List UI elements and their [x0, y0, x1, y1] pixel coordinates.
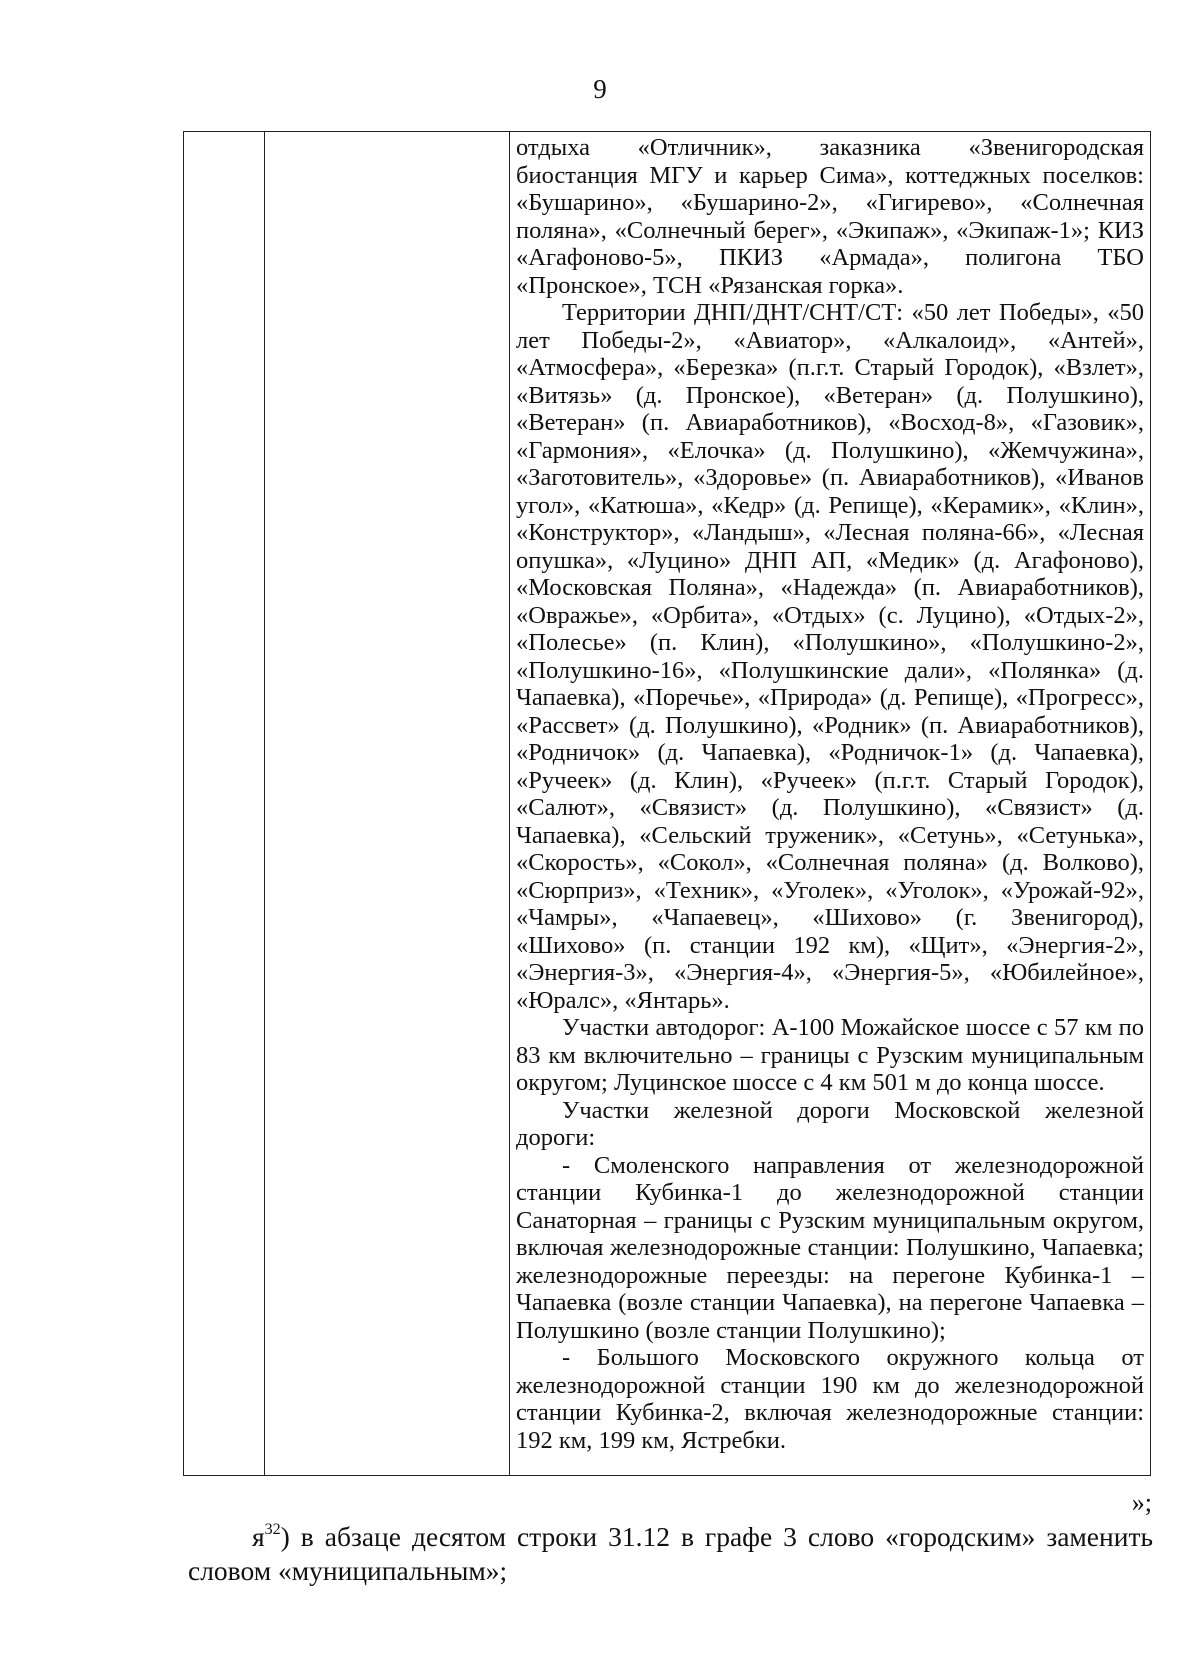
amendment-paragraph — [188, 1520, 1153, 1588]
paragraph-road-sections: Участки автодорог: А-100 Можайское шоссе с 57 км по 83 км включительно – границы с Рузским муниципальным округом; Луцинское шоссе с 4 км 501 м до конца шоссе. — [516, 1014, 1144, 1096]
page-number: 9 — [593, 74, 607, 104]
paragraph-recreation-objects: отдыха «Отличник», заказника «Звенигородская биостанция МГУ и карьер Сима», коттеджных поселков: «Бушарино», «Бушарино-2», «Гигирево», «Солнечная поляна», «Солнечный берег», «Экипаж», «Экипаж-1»; КИЗ «Агафоново-5», ПКИЗ «Армада», полигона ТБО «Пронское», ТСН «Рязанская горка». — [516, 134, 1144, 299]
cell-text — [510, 132, 1150, 1454]
paragraph-railway-heading: Участки железной дороги Московской железной дороги: — [516, 1096, 1144, 1151]
table-cell-column-1 — [184, 132, 265, 1476]
paragraph-smolensk-direction: - Смоленского направления от железнодорожной станции Кубинка-1 до железнодорожной станции Санаторная – границы с Рузским муниципальным округом, включая железнодорожные станции: Полушкино, Чапаевка; железнодорожные переезды: на перегоне Кубинка-1 – Чапаевка (возле станции Чапаевка), на перегоне Чапаевка – Полушкино (возле станции Полушкино); — [516, 1151, 1144, 1344]
closing-quote: »; — [1131, 1488, 1152, 1517]
continuation-table — [183, 131, 1151, 1476]
table-cell-column-2 — [265, 132, 510, 1476]
amendment-superscript: 32 — [264, 1520, 281, 1538]
amendment-letter: я — [252, 1521, 265, 1552]
paragraph-dacha-territories: Территории ДНП/ДНТ/СНТ/СТ: «50 лет Победы», «50 лет Победы-2», «Авиатор», «Алкалоид», «Антей», «Атмосфера», «Березка» (п.г.т. Старый Городок), «Взлет», «Витязь» (д. Пронское), «Ветеран» (д. Полушкино), «Ветеран» (п. Авиаработников), «Восход-8», «Газовик», «Гармония», «Елочка» (д. Полушкино), «Жемчужина», «Заготовитель», «Здоровье» (п. Авиаработников), «Иванов угол», «Катюша», «Кедр» (д. Репище), «Керамик», «Клин», «Конструктор», «Ландыш», «Лесная поляна-66», «Лесная опушка», «Луцино» ДНП АП, «Медик» (д. Агафоново), «Московская Поляна», «Надежда» (п. Авиаработников), «Овражье», «Орбита», «Отдых» (с. Луцино), «Отдых-2», «Полесье» (п. Клин), «Полушкино», «Полушкино-2», «Полушкино-16», «Полушкинские дали», «Полянка» (д. Чапаевка), «Поречье», «Природа» (д. Репище), «Прогресс», «Рассвет» (д. Полушкино), «Родник» (п. Авиаработников), «Родничок» (д. Чапаевка), «Родничок-1» (д. Чапаевка), «Ручеек» (д. Клин), «Ручеек» (п.г.т. Старый Городок), «Салют», «Связист» (д. Полушкино), «Связист» (д. Чапаевка), «Сельский труженик», «Сетунь», «Сетунька», «Скорость», «Сокол», «Солнечная поляна» (д. Волково), «Сюрприз», «Техник», «Уголек», «Уголок», «Урожай-92», «Чамры», «Чапаевец», «Шихово» (г. Звенигород), «Шихово» (п. станции 192 км), «Щит», «Энергия-2», «Энергия-3», «Энергия-4», «Энергия-5», «Юбилейное», «Юралс», «Янтарь». — [516, 299, 1144, 1014]
paragraph-big-ring: - Большого Московского окружного кольца от железнодорожной станции 190 км до железнодорожной станции Кубинка-2, включая железнодорожные станции: 192 км, 199 км, Ястребки. — [516, 1344, 1144, 1454]
amendment-text-line2: словом «муниципальным»; — [188, 1555, 508, 1586]
table-cell-column-3 — [510, 132, 1151, 1476]
amendment-text-line1: ) в абзаце десятом строки 31.12 в графе 3 слово «городским» заменить — [280, 1521, 1153, 1552]
